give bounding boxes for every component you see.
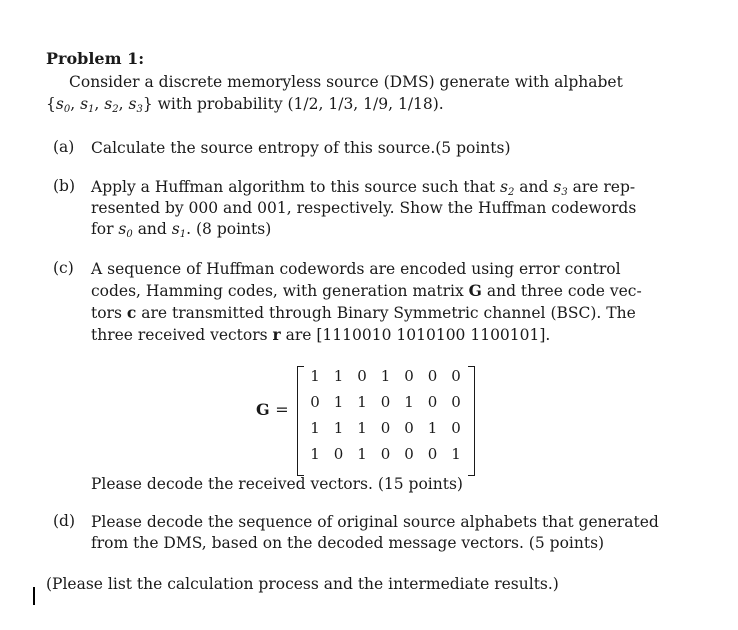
matrix-cell: 1 — [310, 419, 320, 437]
symbol-s3: $s_3$ — [128, 95, 143, 115]
part-b-line-3: for $s_0$ and $s_1$. (8 points) — [91, 220, 272, 240]
matrix-cell: 1 — [310, 367, 320, 385]
matrix-cell: 1 — [451, 445, 461, 463]
matrix-left-bracket — [297, 366, 304, 476]
part-a-text: Calculate the source entropy of this source.(5 points) — [91, 139, 511, 157]
part-a-label: (a) — [53, 138, 75, 156]
part-c-decode-instruction: Please decode the received vectors. (15 points) — [91, 475, 463, 493]
matrix-label: G = — [256, 400, 289, 419]
matrix-cell: 1 — [404, 393, 414, 411]
matrix-cell: 0 — [333, 445, 344, 463]
matrix-right-bracket — [468, 366, 475, 476]
matrix-cell: 1 — [310, 445, 320, 463]
footer-note: (Please list the calculation process and the intermediate results.) — [46, 575, 559, 593]
matrix-cell: 0 — [380, 419, 391, 437]
matrix-cell: 1 — [357, 393, 367, 411]
matrix-cell: 1 — [333, 367, 344, 385]
part-d-line-1: Please decode the sequence of original source alphabets that generated — [91, 513, 659, 531]
part-c-label: (c) — [53, 259, 74, 277]
matrix-cell: 1 — [380, 367, 391, 385]
intro-paragraph — [46, 71, 659, 115]
matrix-cell: 1 — [333, 393, 344, 411]
text-cursor — [33, 587, 35, 605]
part-c-line-3: tors c are transmitted through Binary Symmetric channel (BSC). The — [91, 303, 636, 322]
problem-title: Problem 1: — [46, 49, 145, 68]
matrix-cell: 0 — [404, 367, 414, 385]
matrix-cell: 0 — [451, 419, 461, 437]
part-d-label: (d) — [53, 512, 76, 530]
matrix-cell: 1 — [333, 419, 344, 437]
matrix-cell: 0 — [451, 393, 461, 411]
symbol-s0: $s_0$ — [55, 95, 71, 115]
matrix-cell: 0 — [427, 445, 438, 463]
matrix-cell: 0 — [380, 393, 391, 411]
generator-matrix — [256, 366, 486, 478]
part-c-line-1: A sequence of Huffman codewords are encoded using error control — [91, 260, 621, 278]
matrix-cell: 1 — [357, 419, 367, 437]
matrix-cell: 0 — [427, 393, 438, 411]
matrix-cell: 0 — [404, 419, 414, 437]
matrix-cell: 1 — [357, 445, 367, 463]
part-b-line-2: resented by 000 and 001, respectively. Show the Huffman codewords — [91, 199, 637, 217]
matrix-cell: 0 — [427, 367, 438, 385]
matrix-cell: 0 — [357, 367, 367, 385]
matrix-cell: 0 — [404, 445, 414, 463]
part-d-line-2: from the DMS, based on the decoded message vectors. (5 points) — [91, 534, 605, 552]
part-c-line-2: codes, Hamming codes, with generation matrix G and three code vec- — [91, 281, 642, 300]
intro-line-2: {$s_0$, $s_1$, $s_2$, $s_3$} with probability (1/2, 1/3, 1/9, 1/18). — [46, 95, 444, 115]
part-c-line-4: three received vectors r are [1110010 1010100 1100101]. — [91, 325, 551, 344]
matrix-cell: 0 — [380, 445, 391, 463]
symbol-s2: $s_2$ — [104, 95, 119, 115]
matrix-cell: 0 — [451, 367, 461, 385]
intro-line-1: Consider a discrete memoryless source (DMS) generate with alphabet — [69, 73, 623, 91]
matrix-cell: 0 — [310, 393, 320, 411]
part-b-line-1: Apply a Huffman algorithm to this source such that $s_2$ and $s_3$ are rep- — [91, 178, 636, 198]
part-b-label: (b) — [53, 177, 76, 195]
matrix-cell: 1 — [427, 419, 438, 437]
symbol-s1: $s_1$ — [80, 95, 95, 115]
